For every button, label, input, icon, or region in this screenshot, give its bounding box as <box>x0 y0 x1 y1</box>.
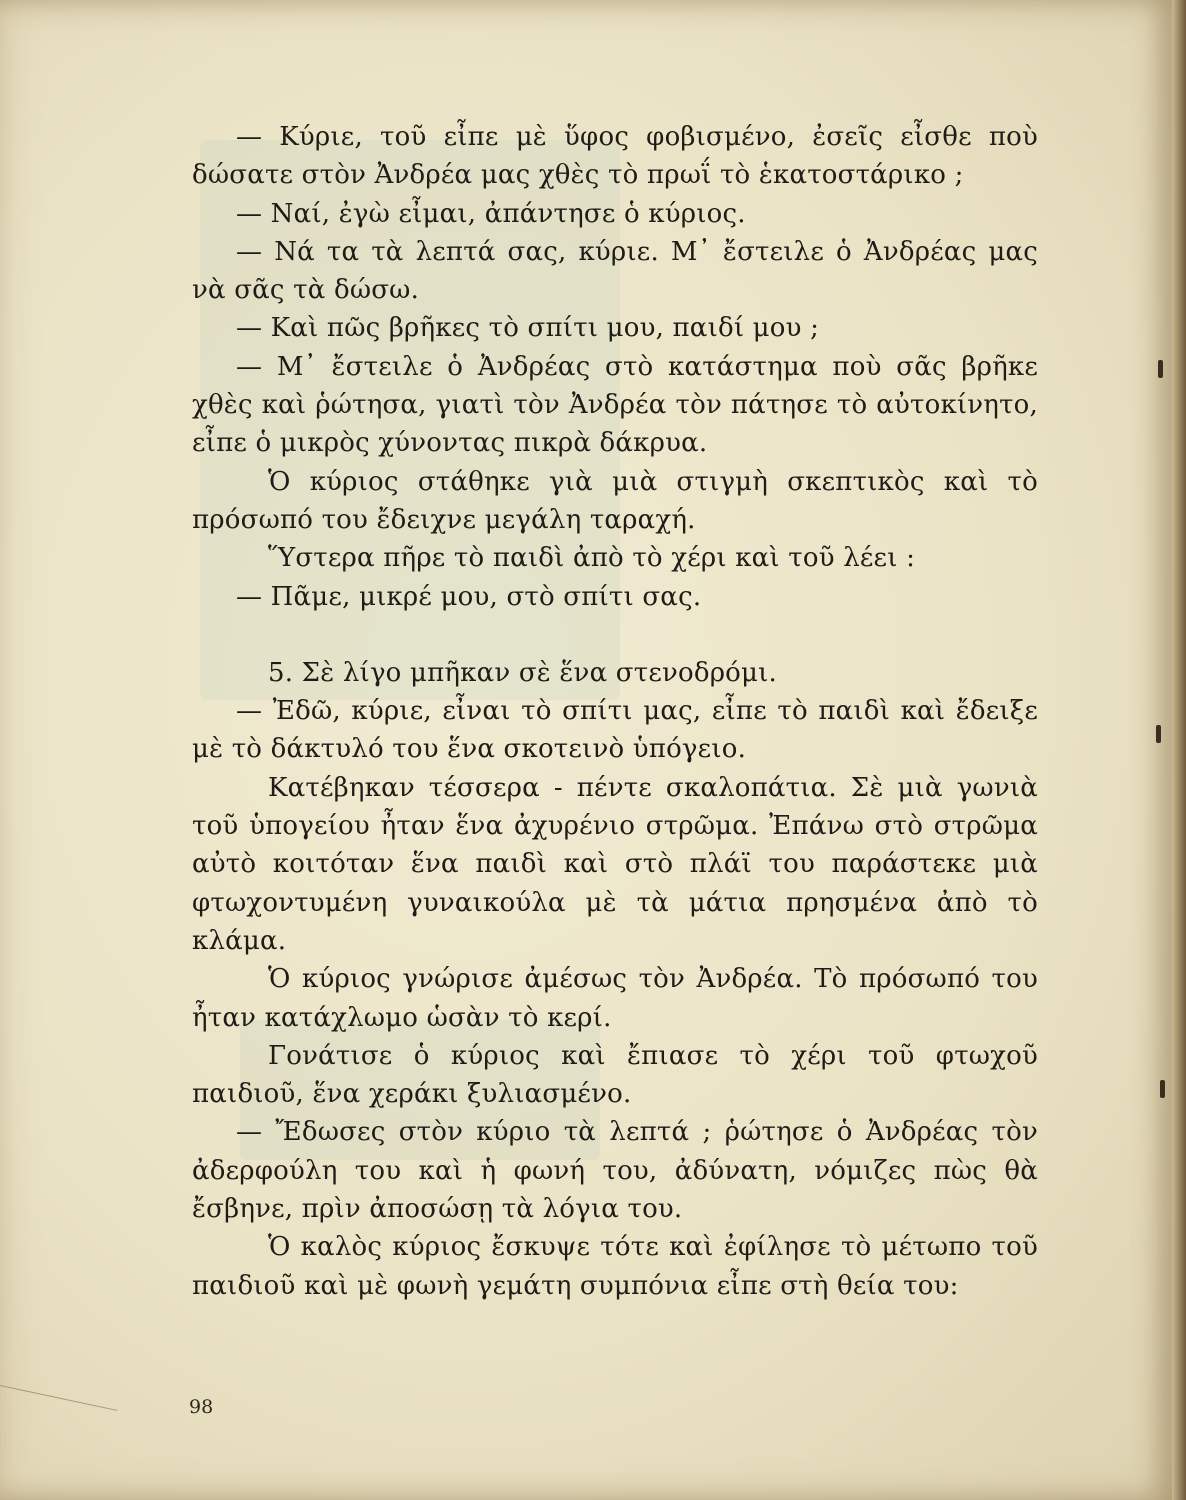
paragraph: Ὕστερα πῆρε τὸ παιδὶ ἀπὸ τὸ χέρι καὶ τοῦ λέει : <box>268 543 916 574</box>
paragraph: Γονάτισε ὁ κύριος καὶ ἔπιασε τὸ χέρι τοῦ φτωχοῦ παιδιοῦ, ἕνα χεράκι ξυλιασμένο. <box>192 1040 1038 1110</box>
binding-mark <box>1158 360 1163 378</box>
paragraph: — Μ᾽ ἔστειλε ὁ Ἀνδρέας στὸ κατάστημα ποὺ σᾶς βρῆκε χθὲς καὶ ῥώτησα, γιατὶ τὸν Ἀνδρέα τὸν πάτησε τὸ αὐτοκίνητο, εἶπε ὁ μικρὸς χύνοντας πικρὰ δάκρυα. <box>192 351 1038 459</box>
page-number: 98 <box>189 1396 214 1418</box>
paragraph: — Πᾶμε, μικρέ μου, στὸ σπίτι σας. <box>236 581 702 612</box>
page-fold-line <box>0 1385 117 1411</box>
binding-mark <box>1156 725 1161 743</box>
paragraph: — Κύριε, τοῦ εἶπε μὲ ὕφος φοβισμένο, ἐσεῖς εἶσθε ποὺ δώσατε στὸν Ἀνδρέα μας χθὲς τὸ πρωΐ τὸ ἑκατοστάρικο ; <box>192 122 1038 191</box>
paragraph: — Ἐδῶ, κύριε, εἶναι τὸ σπίτι μας, εἶπε τὸ παιδὶ καὶ ἔδειξε μὲ τὸ δάκτυλό του ἕνα σκοτεινὸ ὑπόγειο. <box>192 696 1038 765</box>
paragraph: — Ἔδωσες στὸν κύριο τὰ λεπτά ; ῥώτησε ὁ Ἀνδρέας τὸν ἀδερφούλη του καὶ ἡ φωνή του, ἀδύνατη, νόμιζες πὼς θὰ ἔσβηνε, πρὶν ἀποσώσῃ τὰ λόγια του. <box>192 1117 1038 1225</box>
paragraph: Ὁ καλὸς κύριος ἔσκυψε τότε καὶ ἐφίλησε τὸ μέτωπο τοῦ παιδιοῦ καὶ μὲ φωνὴ γεμάτη συμπόνια εἶπε στὴ θεία του: <box>192 1232 1038 1301</box>
binding-mark <box>1160 1080 1165 1098</box>
paragraph: — Ναί, ἐγὼ εἶμαι, ἀπάντησε ὁ κύριος. <box>236 198 746 229</box>
body-text <box>192 118 1038 1305</box>
paragraph: Ὁ κύριος στάθηκε γιὰ μιὰ στιγμὴ σκεπτικὸς καὶ τὸ πρόσωπό του ἔδειχνε μεγάλη ταραχή. <box>192 466 1038 535</box>
paragraph: Ὁ κύριος γνώρισε ἀμέσως τὸν Ἀνδρέα. Τὸ πρόσωπό του ἦταν κατάχλωμο ὡσὰν τὸ κερί. <box>192 964 1038 1033</box>
book-spine <box>1172 0 1186 1500</box>
paragraph: Κατέβηκαν τέσσερα - πέντε σκαλοπάτια. Σὲ μιὰ γωνιὰ τοῦ ὑπογείου ἦταν ἕνα ἀχυρένιο στρῶμα. Ἐπάνω στὸ στρῶμα αὐτὸ κοιτόταν ἕνα παιδὶ καὶ στὸ πλάϊ του παράστεκε μιὰ φτωχοντυμένη γυναικούλα μὲ τὰ μάτια πρησμένα ἀπὸ τὸ κλάμα. <box>192 772 1038 956</box>
paragraph: — Νά τα τὰ λεπτά σας, κύριε. Μ᾽ ἔστειλε ὁ Ἀνδρέας μας νὰ σᾶς τὰ δώσω. <box>192 236 1038 306</box>
paragraph: — Καὶ πῶς βρῆκες τὸ σπίτι μου, παιδί μου ; <box>236 313 820 344</box>
section-start: 5. Σὲ λίγο μπῆκαν σὲ ἕνα στενοδρόμι. <box>268 657 777 688</box>
